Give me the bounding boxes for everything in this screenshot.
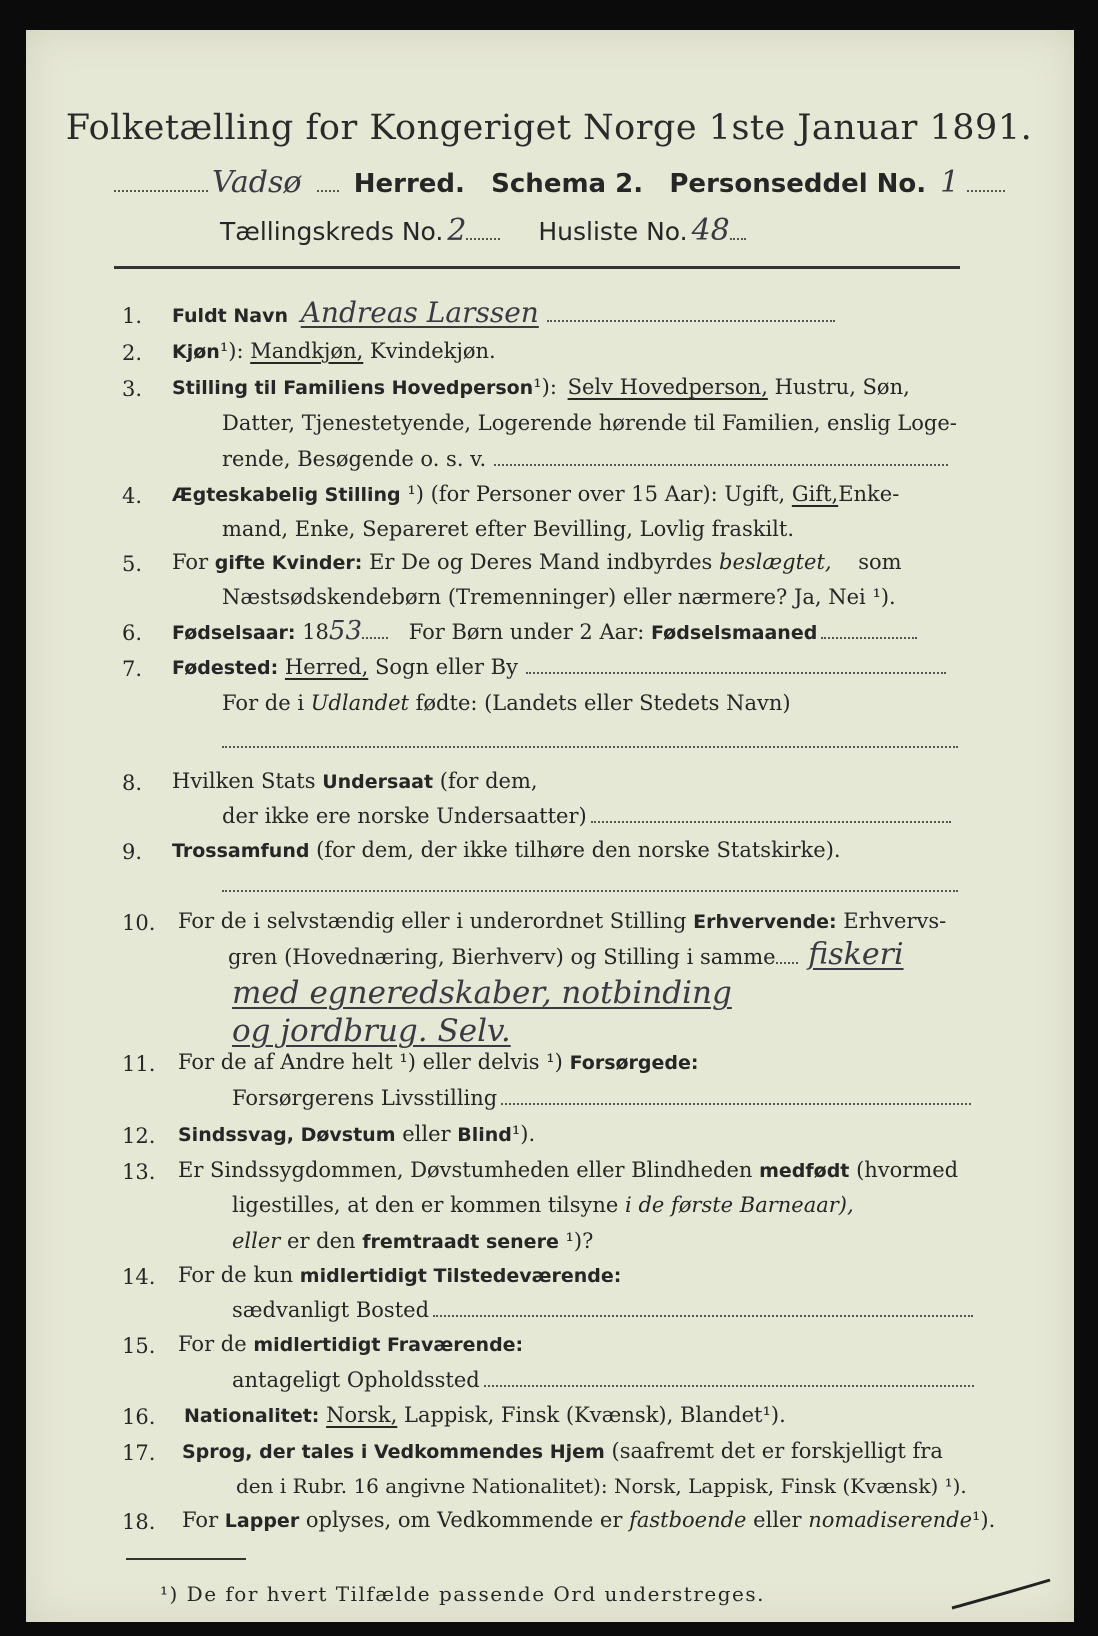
option-text: Sogn eller By: [374, 655, 518, 679]
option-text: (for dem, der ikke tilhøre den norske Statskirke).: [316, 838, 841, 862]
ink-stroke-path: [952, 1580, 1050, 1608]
item-number: 11.: [122, 1052, 156, 1076]
selected-option: Mandkjøn,: [250, 339, 364, 363]
form-title: Folketælling for Kongeriget Norge 1ste Januar 1891.: [65, 108, 1033, 148]
item-9: [172, 837, 841, 864]
footnote: ¹) De for hvert Tilfælde passende Ord understreges.: [160, 1582, 765, 1606]
option-text: som: [858, 550, 902, 574]
item-10-line-2: [228, 937, 904, 972]
field-label: midlertidigt Fraværende:: [253, 1334, 524, 1356]
item-3-line-3: [222, 446, 948, 472]
item-2: [172, 338, 496, 365]
footnote-rule: [126, 1558, 246, 1560]
item-number: 16.: [122, 1405, 156, 1429]
personseddel-label: Personseddel No.: [669, 169, 927, 199]
item-14: [178, 1262, 621, 1289]
item-11-line-2: [232, 1085, 971, 1111]
item-8: [172, 768, 538, 795]
field-label: gifte Kvinder:: [214, 552, 363, 574]
item-number: 14.: [122, 1265, 156, 1289]
item-number: 1.: [122, 304, 143, 328]
schema-label: Schema 2.: [491, 169, 644, 199]
personseddel-value: 1: [940, 165, 960, 200]
italic-text: beslægtet,: [719, 550, 832, 574]
option-text: ligestilles, at den er kommen tilsyne: [232, 1193, 619, 1217]
dotted-leader: [821, 629, 917, 639]
option-text: Hustru, Søn,: [774, 375, 910, 399]
item-9-line-2: [222, 872, 958, 898]
dotted-leader: [222, 738, 958, 748]
item-number: 2.: [122, 341, 143, 365]
name-value: Andreas Larssen: [300, 296, 539, 329]
italic-text: i de første Barneaar),: [625, 1193, 854, 1217]
option-text: der ikke ere norske Undersaatter): [222, 804, 587, 828]
field-label: Blind: [457, 1124, 512, 1146]
field-label: Lapper: [224, 1510, 300, 1532]
option-text: (for dem,: [439, 769, 538, 793]
option-text: Er Sindssygdommen, Døvstumheden eller Blindheden: [178, 1158, 753, 1182]
item-number: 17.: [122, 1441, 156, 1465]
item-18: [182, 1507, 995, 1534]
dotted-leader: [967, 182, 1005, 192]
field-label: Fødselsaar:: [172, 622, 296, 644]
herred-label: Herred.: [353, 169, 465, 199]
option-text: For: [182, 1508, 219, 1532]
item-number: 5.: [122, 552, 143, 576]
field-label: Ægteskabelig Stilling: [172, 484, 401, 506]
item-number: 13.: [122, 1160, 156, 1184]
item-13-line-2: [232, 1192, 854, 1218]
item-8-line-2: [222, 803, 951, 829]
husliste-value: 48: [691, 213, 730, 248]
husliste-label: Husliste No.: [538, 217, 688, 246]
occupation-value-line-2: med egneredskaber, notbinding: [232, 975, 732, 1011]
dotted-leader: [547, 312, 835, 322]
dotted-leader: [466, 230, 500, 240]
field-label: Fuldt Navn: [172, 305, 289, 327]
occupation-value-line-3: og jordbrug. Selv.: [232, 1013, 511, 1049]
header-rule: [114, 266, 960, 269]
option-text: ¹) (for Personer over 15 Aar): Ugift,: [407, 482, 786, 506]
item-3-line-2: Datter, Tjenestetyende, Logerende hørende til Familien, enslig Loge-: [222, 411, 957, 435]
option-text: er den: [287, 1229, 356, 1253]
dotted-leader: [114, 182, 208, 192]
dotted-leader: [776, 954, 798, 964]
item-5-line-2: Næstsødskendebørn (Tremenninger) eller nærmere? Ja, Nei ¹).: [222, 585, 896, 609]
footnote-mark: ¹).: [972, 1508, 996, 1532]
item-4: [172, 481, 899, 508]
field-label: fremtraadt senere: [362, 1231, 559, 1253]
field-label: midlertidigt Tilstedeværende:: [299, 1265, 622, 1287]
field-label: Erhvervende:: [693, 911, 837, 933]
option-text: For de kun: [178, 1263, 294, 1287]
option-text: fødte: (Landets eller Stedets Navn): [415, 691, 791, 715]
item-number: 9.: [122, 840, 143, 864]
footnote-mark: ¹):: [219, 339, 244, 363]
selected-option: Gift,: [791, 482, 839, 506]
option-text: For de i selvstændig eller i underordnet Stilling: [178, 909, 687, 933]
item-15-line-2: [232, 1367, 974, 1393]
option-text: Lappisk, Finsk (Kvænsk), Blandet¹).: [404, 1403, 786, 1427]
option-text: gren (Hovednæring, Bierhverv) og Stilling i samme: [228, 945, 776, 969]
italic-text: nomadiserende: [808, 1508, 973, 1532]
option-text: Erhvervs-: [843, 909, 947, 933]
item-number: 7.: [122, 657, 143, 681]
option-text: Kvindekjøn.: [369, 339, 496, 363]
italic-text: fastboende: [629, 1508, 747, 1532]
option-text: oplyses, om Vedkommende er: [305, 1508, 623, 1532]
item-16: [184, 1402, 786, 1429]
ink-stroke-mark: [950, 1574, 1060, 1614]
selected-option: Norsk,: [326, 1403, 398, 1427]
item-number: 6.: [122, 621, 143, 645]
kreds-line: [220, 214, 746, 249]
item-10: [178, 908, 946, 935]
italic-text: Udlandet: [310, 691, 409, 715]
footnote-mark: ¹)?: [565, 1229, 594, 1253]
option-text: eller: [753, 1508, 802, 1532]
dotted-leader: [222, 882, 958, 892]
item-number: 8.: [122, 771, 143, 795]
item-15: [178, 1331, 523, 1358]
field-label: Undersaat: [322, 771, 434, 793]
occupation-value: fiskeri: [808, 937, 904, 972]
field-label: Kjøn: [172, 341, 220, 363]
item-5: [172, 549, 902, 576]
item-number: 18.: [122, 1510, 156, 1534]
item-4-line-2: mand, Enke, Separeret efter Bevilling, Lovlig fraskilt.: [222, 517, 795, 541]
option-text: Enke-: [838, 482, 900, 506]
option-text: Hvilken Stats: [172, 769, 316, 793]
option-text: eller: [402, 1122, 451, 1146]
option-text: For: [172, 550, 209, 574]
dotted-leader: [317, 182, 339, 192]
field-label: Fødselsmaaned: [650, 622, 818, 644]
option-text: For de i: [222, 691, 305, 715]
kreds-label: Tællingskreds No.: [220, 217, 444, 246]
field-label: Nationalitet:: [184, 1405, 320, 1427]
item-12: [178, 1121, 535, 1148]
option-text: (hvormed: [856, 1158, 959, 1182]
footnote-mark: ¹).: [511, 1122, 536, 1146]
item-number: 10.: [122, 911, 156, 935]
item-number: 3.: [122, 377, 143, 401]
kreds-value: 2: [447, 213, 467, 248]
option-text: Er De og Deres Mand indbyrdes: [369, 550, 713, 574]
option-text: For de af Andre helt ¹) eller delvis ¹): [178, 1050, 563, 1074]
selected-option: Selv Hovedperson,: [567, 375, 768, 399]
item-1: [172, 296, 835, 329]
field-label: Fødested:: [172, 657, 279, 679]
herred-line: [114, 166, 1005, 201]
field-label: Forsørgede:: [569, 1052, 699, 1074]
dotted-leader: [730, 230, 746, 240]
item-number: 15.: [122, 1334, 156, 1358]
item-7-line-2: [222, 690, 791, 716]
dotted-leader: [591, 813, 951, 823]
option-text: antageligt Opholdssted: [232, 1368, 480, 1392]
field-label: Sprog, der tales i Vedkommendes Hjem: [182, 1441, 605, 1463]
dotted-leader: [484, 1377, 974, 1387]
item-13-line-3: [232, 1228, 593, 1255]
field-label: Sindssvag, Døvstum: [178, 1124, 396, 1146]
item-17: [182, 1438, 943, 1465]
item-14-line-2: [232, 1297, 973, 1323]
option-text: For de: [178, 1332, 247, 1356]
year-prefix: 18: [302, 620, 329, 644]
dotted-leader: [494, 456, 948, 466]
item-3: [172, 374, 910, 401]
footnote-mark: ¹):: [533, 375, 557, 399]
option-text: (saafremt det er forskjelligt fra: [611, 1439, 943, 1463]
field-label: Stilling til Familiens Hovedperson: [172, 377, 534, 399]
item-11: [178, 1049, 699, 1076]
item-7-line-3: [222, 728, 958, 754]
item-13: [178, 1157, 958, 1184]
herred-value: Vadsø: [212, 165, 302, 200]
italic-text: eller: [232, 1229, 281, 1253]
option-text: For Børn under 2 Aar:: [408, 620, 645, 644]
field-label: medfødt: [759, 1160, 850, 1182]
item-number: 4.: [122, 484, 143, 508]
option-text: rende, Besøgende o. s. v.: [222, 447, 487, 471]
item-7: [172, 654, 946, 681]
dotted-leader: [501, 1095, 971, 1105]
item-number: 12.: [122, 1124, 156, 1148]
selected-option: Herred,: [284, 655, 369, 679]
birth-year-value: 53: [328, 616, 363, 646]
dotted-leader: [362, 629, 388, 639]
item-6: [172, 618, 917, 646]
option-text: Forsørgerens Livsstilling: [232, 1086, 498, 1110]
field-label: Trossamfund: [172, 840, 310, 862]
option-text: sædvanligt Bosted: [232, 1298, 430, 1322]
dotted-leader: [433, 1307, 973, 1317]
dotted-leader: [526, 664, 946, 674]
item-17-line-2: den i Rubr. 16 angivne Nationalitet): Norsk, Lappisk, Finsk (Kvænsk) ¹).: [236, 1474, 967, 1498]
